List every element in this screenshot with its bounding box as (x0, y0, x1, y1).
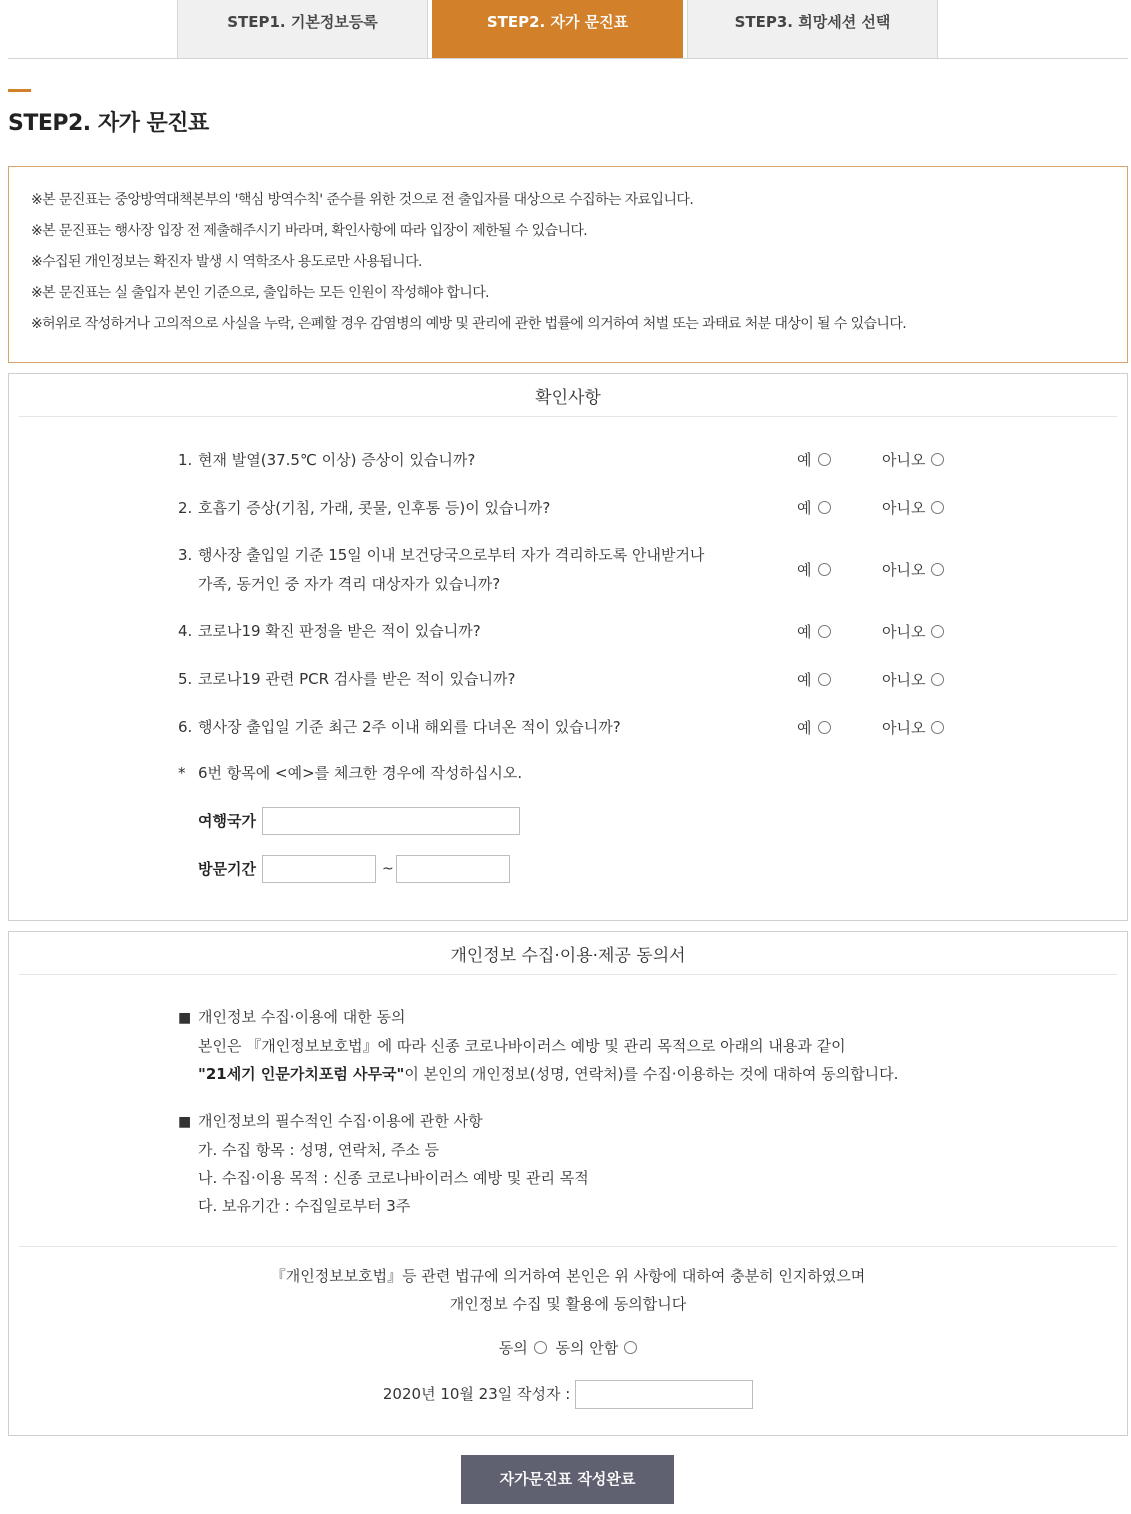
q6-yes-option[interactable] (797, 718, 831, 738)
q1-no-option[interactable] (882, 450, 944, 470)
tab-step3[interactable]: STEP3. 희망세션 선택 (687, 0, 938, 59)
q3-yes-radio[interactable] (818, 563, 831, 576)
consent-block-1 (178, 1003, 898, 1088)
note-text: 6번 항목에 <예>를 체크한 경우에 작성하십시오. (198, 764, 523, 782)
b1-line2 (178, 1060, 898, 1088)
no-label: 아니오 (882, 623, 926, 641)
square-bullet-icon: ■ (178, 1010, 192, 1026)
question-text-line2: 가족, 동거인 중 자가 격리 대상자가 있습니까? (198, 575, 501, 593)
q6-no-radio[interactable] (931, 721, 944, 734)
signer-input[interactable] (575, 1380, 753, 1409)
question-number: 4. (178, 622, 193, 640)
notice-line: ※허위로 작성하거나 고의적으로 사실을 누락, 은폐할 경우 감염병의 예방 및 관리에 관한 법률에 의거하여 처벌 또는 과태료 처분 대상이 될 수 있습니다. (31, 316, 907, 332)
q2-yes-option[interactable] (797, 498, 831, 518)
country-label: 여행국가 (198, 812, 256, 830)
no-label: 아니오 (882, 719, 926, 737)
title-accent-bar (8, 89, 31, 92)
q5-yes-radio[interactable] (818, 673, 831, 686)
question-4 (178, 617, 481, 646)
q4-no-option[interactable] (882, 622, 944, 642)
check-section-heading: 확인사항 (19, 374, 1117, 417)
period-label: 방문기간 (198, 860, 256, 878)
consent-section (8, 931, 1128, 1436)
q3-no-radio[interactable] (931, 563, 944, 576)
yes-label: 예 (797, 499, 812, 517)
b1-title: 개인정보 수집·이용에 대한 동의 (198, 1008, 406, 1026)
notice-box (8, 166, 1128, 363)
b1-line1: 본인은 『개인정보보호법』에 따라 신종 코로나바이러스 예방 및 관리 목적으로 아래의 내용과 같이 (198, 1037, 846, 1055)
country-input[interactable] (262, 807, 520, 835)
agree-options (9, 1336, 1127, 1361)
question-number: 5. (178, 670, 193, 688)
disagree-radio[interactable] (624, 1341, 637, 1354)
q2-no-option[interactable] (882, 498, 944, 518)
organization-name: "21세기 인문가치포럼 사무국" (198, 1065, 405, 1083)
q1-no-radio[interactable] (931, 453, 944, 466)
no-label: 아니오 (882, 561, 926, 579)
q5-yes-option[interactable] (797, 670, 831, 690)
b2-item: 다. 보유기간 : 수집일로부터 3주 (198, 1197, 411, 1215)
question-number: 1. (178, 451, 193, 469)
consent-block-2 (178, 1107, 589, 1220)
q5-no-radio[interactable] (931, 673, 944, 686)
disagree-label: 동의 안함 (555, 1339, 619, 1357)
q3-no-option[interactable] (882, 560, 944, 580)
no-label: 아니오 (882, 499, 926, 517)
submit-button[interactable]: 자가문진표 작성완료 (461, 1455, 674, 1504)
step-tabs (0, 0, 1131, 59)
yes-label: 예 (797, 671, 812, 689)
question-6 (178, 713, 621, 742)
question-2 (178, 494, 550, 523)
page-title: STEP2. 자가 문진표 (8, 111, 209, 136)
note-asterisk: * (178, 764, 186, 782)
check-section (8, 373, 1128, 921)
q2-yes-radio[interactable] (818, 501, 831, 514)
notice-line: ※본 문진표는 실 출입자 본인 기준으로, 출입하는 모든 인원이 작성해야 합니다. (31, 285, 489, 301)
question-number: 3. (178, 546, 193, 564)
tab-step1[interactable]: STEP1. 기본정보등록 (177, 0, 428, 59)
yes-label: 예 (797, 719, 812, 737)
date-label: 2020년 10월 23일 작성자 : (382, 1385, 571, 1403)
question-1 (178, 446, 475, 475)
b2-item: 나. 수집·이용 목적 : 신종 코로나바이러스 예방 및 관리 목적 (198, 1169, 589, 1187)
question-3 (178, 541, 704, 599)
agree-radio[interactable] (534, 1341, 547, 1354)
signature-row (9, 1380, 1127, 1409)
q3-yes-option[interactable] (797, 560, 831, 580)
question-number: 6. (178, 718, 193, 736)
b2-item: 가. 수집 항목 : 성명, 연락처, 주소 등 (198, 1141, 440, 1159)
tab-step2[interactable]: STEP2. 자가 문진표 (432, 0, 683, 59)
b1-line2-text: 이 본인의 개인정보(성명, 연락처)를 수집·이용하는 것에 대하여 동의합니다. (404, 1065, 899, 1083)
yes-label: 예 (797, 561, 812, 579)
q6-yes-radio[interactable] (818, 721, 831, 734)
notice-line: ※본 문진표는 중앙방역대책본부의 '핵심 방역수칙' 준수를 위한 것으로 전 출입자를 대상으로 수집하는 자료입니다. (31, 192, 694, 208)
disagree-option[interactable] (556, 1339, 638, 1357)
no-label: 아니오 (882, 671, 926, 689)
question-text: 호흡기 증상(기침, 가래, 콧물, 인후통 등)이 있습니까? (198, 499, 551, 517)
question-text: 코로나19 확진 판정을 받은 적이 있습니까? (198, 622, 481, 640)
period-to-input[interactable] (396, 855, 510, 883)
q1-yes-radio[interactable] (818, 453, 831, 466)
q4-yes-option[interactable] (797, 622, 831, 642)
tabs-divider (8, 58, 1128, 59)
q6-no-option[interactable] (882, 718, 944, 738)
agree-option[interactable] (499, 1339, 547, 1357)
agree-label: 동의 (498, 1339, 528, 1357)
q4-yes-radio[interactable] (818, 625, 831, 638)
question-text: 코로나19 관련 PCR 검사를 받은 적이 있습니까? (198, 670, 516, 688)
q5-no-option[interactable] (882, 670, 944, 690)
consent-divider (19, 1246, 1117, 1247)
period-from-input[interactable] (262, 855, 376, 883)
notice-line: ※본 문진표는 행사장 입장 전 제출해주시기 바라며, 확인사항에 따라 입장이 제한될 수 있습니다. (31, 223, 588, 239)
question-5 (178, 665, 515, 694)
q2-no-radio[interactable] (931, 501, 944, 514)
travel-note (178, 762, 522, 783)
consent-statement-1: 『개인정보보호법』등 관련 법규에 의거하여 본인은 위 사항에 대하여 충분히 인지하였으며 (270, 1267, 866, 1285)
yes-label: 예 (797, 451, 812, 469)
period-tilde: ~ (382, 861, 394, 877)
question-text: 행사장 출입일 기준 최근 2주 이내 해외를 다녀온 적이 있습니까? (198, 718, 621, 736)
question-text: 행사장 출입일 기준 15일 이내 보건당국으로부터 자가 격리하도록 안내받거나 (198, 546, 705, 564)
yes-label: 예 (797, 623, 812, 641)
consent-section-heading: 개인정보 수집·이용·제공 동의서 (19, 932, 1117, 975)
question-number: 2. (178, 499, 193, 517)
q1-yes-option[interactable] (797, 450, 831, 470)
consent-statement-2: 개인정보 수집 및 활용에 동의합니다 (449, 1295, 687, 1313)
q4-no-radio[interactable] (931, 625, 944, 638)
square-bullet-icon: ■ (178, 1114, 192, 1130)
no-label: 아니오 (882, 451, 926, 469)
notice-line: ※수집된 개인정보는 확진자 발생 시 역학조사 용도로만 사용됩니다. (31, 254, 422, 270)
b2-title: 개인정보의 필수적인 수집·이용에 관한 사항 (198, 1112, 483, 1130)
question-text: 현재 발열(37.5℃ 이상) 증상이 있습니까? (198, 451, 476, 469)
